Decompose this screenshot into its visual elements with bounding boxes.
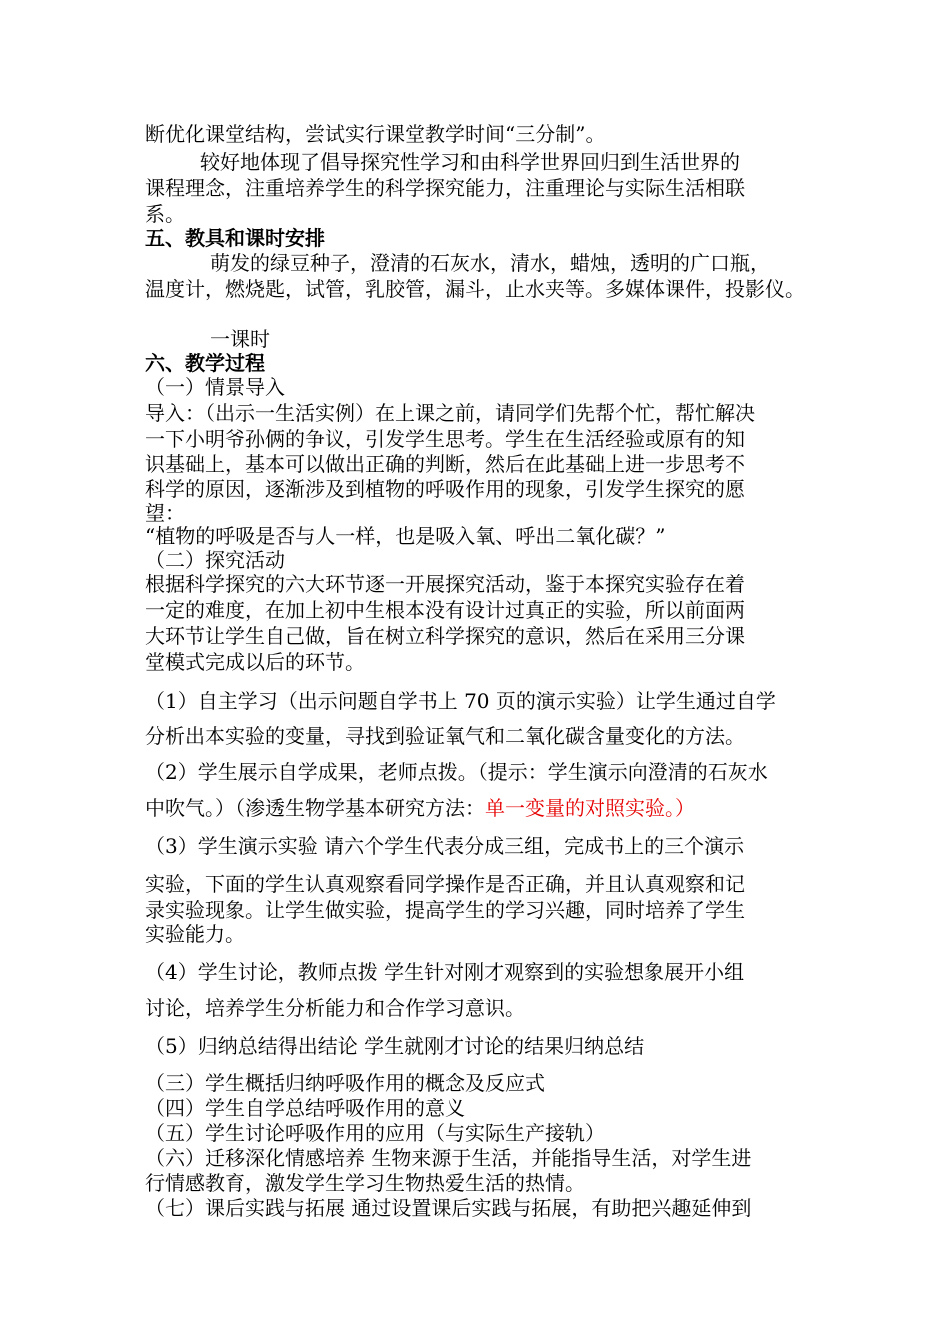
subsection-heading: （三）学生概括归纳呼吸作用的概念及反应式 [145,1071,545,1095]
paragraph-line: （1）自主学习（出示问题自学书上 70 页的演示实验）让学生通过自学 [145,689,776,713]
highlighted-text: 单一变量的对照实验。） [485,796,695,820]
paragraph-line: 导入：（出示一生活实例）在上课之前，请同学们先帮个忙，帮忙解决 [145,401,755,425]
paragraph-line: 科学的原因，逐渐涉及到植物的呼吸作用的现象，引发学生探究的愿 [145,477,745,501]
paragraph-line: 行情感教育，激发学生学习生物热爱生活的热情。 [145,1171,585,1195]
paragraph-line: （5）归纳总结得出结论 学生就刚才讨论的结果归纳总结 [145,1034,645,1058]
paragraph-line: 一定的难度，在加上初中生根本没有设计过真正的实验，所以前面两 [145,598,745,622]
subsection-heading: （二）探究活动 [145,548,285,572]
paragraph-line: （七）课后实践与拓展 通过设置课后实践与拓展，有助把兴趣延伸到 [145,1196,752,1220]
paragraph-line: 温度计，燃烧匙，试管，乳胶管，漏斗，止水夹等。多媒体课件，投影仪。 [145,277,805,301]
subsection-heading: （一）情景导入 [145,375,285,399]
paragraph-line: 分析出本实验的变量，寻找到验证氧气和二氧化碳含量变化的方法。 [145,724,745,748]
paragraph-line: （六）迁移深化情感培养 生物来源于生活，并能指导生活，对学生进 [145,1146,752,1170]
quote-line: “植物的呼吸是否与人一样，也是吸入氧、呼出二氧化碳？” [145,524,666,548]
paragraph-line: 望： [145,501,185,525]
paragraph-line: 课程理念，注重培养学生的科学探究能力，注重理论与实际生活相联 [145,176,745,200]
paragraph-line: 根据科学探究的六大环节逐一开展探究活动，鉴于本探究实验存在着 [145,572,745,596]
paragraph-line: 实验能力。 [145,922,245,946]
paragraph-line [145,795,695,821]
section-heading: 五、教具和课时安排 [145,226,325,250]
paragraph-line: 堂模式完成以后的环节。 [145,650,365,674]
subsection-heading: （四）学生自学总结呼吸作用的意义 [145,1096,465,1120]
paragraph-line: 一课时 [210,327,270,351]
paragraph-line: （2）学生展示自学成果，老师点拨。（提示：学生演示向澄清的石灰水 [145,760,768,784]
paragraph-line: 讨论，培养学生分析能力和合作学习意识。 [145,996,525,1020]
paragraph-line: 较好地体现了倡导探究性学习和由科学世界回归到生活世界的 [200,150,740,174]
paragraph-line: 大环节让学生自己做，旨在树立科学探究的意识，然后在采用三分课 [145,624,745,648]
paragraph-line: （4）学生讨论，教师点拨 学生针对刚才观察到的实验想象展开小组 [145,960,745,984]
paragraph-line: 识基础上，基本可以做出正确的判断，然后在此基础上进一步思考不 [145,452,745,476]
subsection-heading: （五）学生讨论呼吸作用的应用（与实际生产接轨） [145,1121,605,1145]
paragraph-line: 实验，下面的学生认真观察看同学操作是否正确，并且认真观察和记 [145,872,745,896]
paragraph-text: 中吹气。）（渗透生物学基本研究方法： [145,796,485,820]
paragraph-line: 断优化课堂结构，尝试实行课堂教学时间“三分制”。 [145,122,606,146]
paragraph-line: 萌发的绿豆种子，澄清的石灰水，清水，蜡烛，透明的广口瓶， [210,251,770,275]
paragraph-line: 录实验现象。让学生做实验，提高学生的学习兴趣，同时培养了学生 [145,898,745,922]
section-heading: 六、教学过程 [145,351,265,375]
paragraph-line: （3）学生演示实验 请六个学生代表分成三组，完成书上的三个演示 [145,834,745,858]
paragraph-line: 系。 [145,202,185,226]
paragraph-line: 一下小明爷孙俩的争议，引发学生思考。学生在生活经验或原有的知 [145,427,745,451]
